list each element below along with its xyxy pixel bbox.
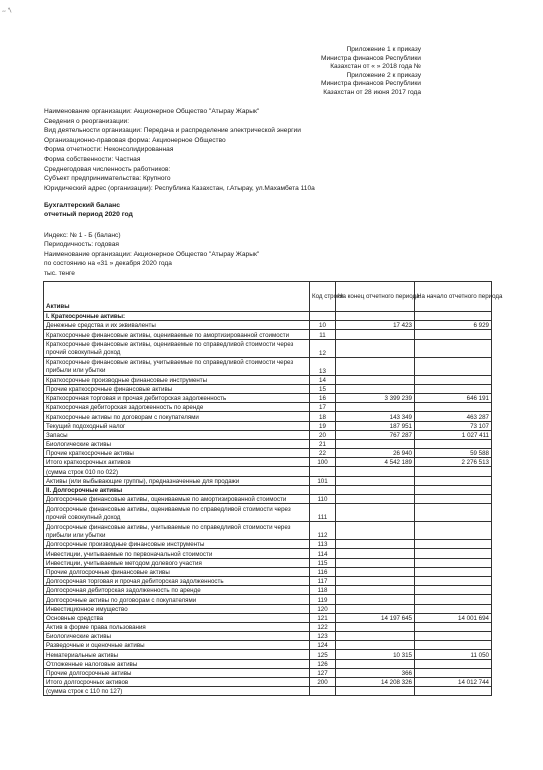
row-value-end bbox=[336, 357, 415, 375]
legal-address: Юридический адрес (организации): Республика Казахстан, г.Атырау, ул.Махамбета 110а bbox=[44, 184, 315, 192]
row-value-start bbox=[415, 357, 492, 375]
table-row bbox=[44, 558, 492, 567]
row-code: 120 bbox=[310, 604, 336, 613]
row-name: Запасы bbox=[44, 430, 310, 439]
row-value-start bbox=[415, 641, 492, 650]
row-value-end: 187 951 bbox=[336, 421, 415, 430]
row-value-end bbox=[336, 339, 415, 357]
row-code: 113 bbox=[310, 540, 336, 549]
row-value-start: 11 050 bbox=[415, 650, 492, 659]
row-value-start bbox=[415, 687, 492, 696]
legal-form: Организационно-правовая форма: Акционерное Общество bbox=[44, 136, 226, 144]
reorganization-info: Сведения о реорганизации: bbox=[44, 117, 130, 125]
document-title bbox=[44, 201, 133, 219]
table-row bbox=[44, 687, 492, 696]
row-value-end: 4 542 189 bbox=[336, 458, 415, 467]
row-code: 125 bbox=[310, 650, 336, 659]
table-row bbox=[44, 430, 492, 439]
table-row bbox=[44, 576, 492, 585]
row-value-end bbox=[336, 522, 415, 540]
table-row bbox=[44, 659, 492, 668]
row-value-start bbox=[415, 586, 492, 595]
periodicity: Периодичность: годовая bbox=[44, 241, 119, 249]
row-name: Отложенные налоговые активы bbox=[44, 659, 310, 668]
row-value-start bbox=[415, 659, 492, 668]
row-code: 19 bbox=[310, 421, 336, 430]
row-code: 12 bbox=[310, 339, 336, 357]
row-value-start bbox=[415, 632, 492, 641]
row-value-start bbox=[415, 504, 492, 522]
row-value-start: 14 012 744 bbox=[415, 678, 492, 687]
row-code: 18 bbox=[310, 412, 336, 421]
table-row bbox=[44, 393, 492, 402]
row-value-end bbox=[336, 375, 415, 384]
row-name: Долгосрочные финансовые активы, оцениваемые по справедливой стоимости через прочий совокупный доход bbox=[44, 504, 310, 522]
row-value-end bbox=[336, 485, 415, 494]
approval-line: Приложение 1 к приказу bbox=[346, 46, 421, 53]
row-value-start: 14 001 694 bbox=[415, 613, 492, 622]
row-value-end bbox=[336, 586, 415, 595]
row-code: 17 bbox=[310, 403, 336, 412]
table-row bbox=[44, 321, 492, 330]
employee-count: Среднегодовая численность работников: bbox=[44, 165, 171, 173]
row-code: 117 bbox=[310, 576, 336, 585]
business-entity: Субъект предпринимательства: Крупного bbox=[44, 175, 171, 183]
row-code: 115 bbox=[310, 558, 336, 567]
table-row bbox=[44, 467, 492, 476]
row-name: Краткосрочные финансовые активы, учитываемые по справедливой стоимости через прибыли или убытки bbox=[44, 357, 310, 375]
row-value-end bbox=[336, 595, 415, 604]
row-name: Краткосрочные финансовые активы, оцениваемые по амортизированной стоимости bbox=[44, 330, 310, 339]
table-row bbox=[44, 412, 492, 421]
table-row bbox=[44, 586, 492, 595]
row-code: 118 bbox=[310, 586, 336, 595]
row-name: Биологические активы bbox=[44, 439, 310, 448]
row-value-end bbox=[336, 549, 415, 558]
table-row bbox=[44, 375, 492, 384]
row-name: (сумма строк 010 по 022) bbox=[44, 467, 310, 476]
table-row bbox=[44, 330, 492, 339]
row-value-start bbox=[415, 375, 492, 384]
row-code: 114 bbox=[310, 549, 336, 558]
organization-info bbox=[44, 107, 315, 193]
table-row bbox=[44, 458, 492, 467]
row-value-end bbox=[336, 622, 415, 631]
row-name: Разведочные и оценочные активы bbox=[44, 641, 310, 650]
row-value-start: 73 107 bbox=[415, 421, 492, 430]
row-name: Текущий подоходный налог bbox=[44, 421, 310, 430]
row-code: 100 bbox=[310, 458, 336, 467]
row-code: 119 bbox=[310, 595, 336, 604]
table-row bbox=[44, 613, 492, 622]
row-value-start bbox=[415, 485, 492, 494]
row-value-start bbox=[415, 439, 492, 448]
table-row bbox=[44, 522, 492, 540]
title-line: Бухгалтерский баланс bbox=[44, 202, 121, 209]
table-row bbox=[44, 668, 492, 677]
row-code: 110 bbox=[310, 495, 336, 504]
table-row bbox=[44, 439, 492, 448]
row-name: Актив в форме права пользования bbox=[44, 622, 310, 631]
row-code: 14 bbox=[310, 375, 336, 384]
row-value-start: 646 191 bbox=[415, 393, 492, 402]
row-value-end bbox=[336, 567, 415, 576]
row-code: 122 bbox=[310, 622, 336, 631]
row-value-end: 767 287 bbox=[336, 430, 415, 439]
row-value-end bbox=[336, 659, 415, 668]
row-name: II. Долгосрочные активы bbox=[44, 485, 310, 494]
row-value-start: 1 027 411 bbox=[415, 430, 492, 439]
document-meta bbox=[44, 231, 259, 278]
row-value-end bbox=[336, 632, 415, 641]
row-code: 13 bbox=[310, 357, 336, 375]
header-assets: Активы bbox=[44, 282, 310, 312]
row-value-start bbox=[415, 576, 492, 585]
table-row bbox=[44, 504, 492, 522]
org-name: Наименование организации: Акционерное Общество "Атырау Жарык" bbox=[44, 108, 260, 115]
row-value-start bbox=[415, 495, 492, 504]
row-value-end: 26 940 bbox=[336, 449, 415, 458]
row-name: I. Краткосрочные активы: bbox=[44, 312, 310, 321]
row-value-end bbox=[336, 641, 415, 650]
approval-block bbox=[321, 46, 421, 98]
section-row bbox=[44, 312, 492, 321]
row-value-start: 6 929 bbox=[415, 321, 492, 330]
row-name: Краткосрочная дебиторская задолженность по аренде bbox=[44, 403, 310, 412]
row-name: Долгосрочные финансовые активы, оцениваемые по амортизированной стоимости bbox=[44, 495, 310, 504]
row-name: Инвестиции, учитываемые по первоначальной стоимости bbox=[44, 549, 310, 558]
row-value-start bbox=[415, 403, 492, 412]
row-value-end bbox=[336, 467, 415, 476]
row-name: Долгосрочная дебиторская задолженность по аренде bbox=[44, 586, 310, 595]
row-name: Долгосрочные производные финансовые инструменты bbox=[44, 540, 310, 549]
row-code: 15 bbox=[310, 384, 336, 393]
row-value-start: 59 588 bbox=[415, 449, 492, 458]
row-value-end bbox=[336, 504, 415, 522]
table-row bbox=[44, 540, 492, 549]
row-name: Долгосрочная торговая и прочая дебиторская задолженность bbox=[44, 576, 310, 585]
meta-org-name: Наименование организации: Акционерное Общество "Атырау Жарык" bbox=[44, 250, 260, 258]
row-name: Биологические активы bbox=[44, 632, 310, 641]
row-code: 10 bbox=[310, 321, 336, 330]
row-code: 16 bbox=[310, 393, 336, 402]
form-index: Индекс: № 1 - Б (баланс) bbox=[44, 232, 121, 239]
row-value-end bbox=[336, 687, 415, 696]
row-value-end: 3 399 239 bbox=[336, 393, 415, 402]
row-code: 200 bbox=[310, 678, 336, 687]
row-value-start bbox=[415, 312, 492, 321]
table-row bbox=[44, 476, 492, 485]
row-value-end bbox=[336, 495, 415, 504]
row-code: 123 bbox=[310, 632, 336, 641]
row-value-start bbox=[415, 339, 492, 357]
row-value-start bbox=[415, 330, 492, 339]
header-period-end: На конец отчетного периода bbox=[336, 282, 415, 312]
row-name: Инвестиции, учитываемые методом долевого участия bbox=[44, 558, 310, 567]
row-value-end bbox=[336, 439, 415, 448]
row-code: 116 bbox=[310, 567, 336, 576]
period-line: отчетный период 2020 год bbox=[44, 211, 133, 218]
row-name: Прочие краткосрочные финансовые активы bbox=[44, 384, 310, 393]
table-row bbox=[44, 622, 492, 631]
report-form: Форма отчетности: Неконсолидированная bbox=[44, 146, 174, 154]
currency-unit: тыс. тенге bbox=[44, 269, 75, 277]
row-value-end bbox=[336, 604, 415, 613]
row-value-end: 366 bbox=[336, 668, 415, 677]
row-value-start bbox=[415, 384, 492, 393]
approval-line: Казахстан от 28 июня 2017 года bbox=[323, 88, 421, 96]
table-row bbox=[44, 495, 492, 504]
row-code: 112 bbox=[310, 522, 336, 540]
row-value-start bbox=[415, 604, 492, 613]
row-name: Нематериальные активы bbox=[44, 650, 310, 659]
table-row bbox=[44, 403, 492, 412]
row-code: 101 bbox=[310, 476, 336, 485]
row-value-end bbox=[336, 403, 415, 412]
row-name: Итого долгосрочных активов bbox=[44, 678, 310, 687]
row-value-end: 143 349 bbox=[336, 412, 415, 421]
table-row bbox=[44, 604, 492, 613]
row-value-end bbox=[336, 384, 415, 393]
row-name: Основные средства bbox=[44, 613, 310, 622]
row-name: Итого краткосрочных активов bbox=[44, 458, 310, 467]
table-row bbox=[44, 449, 492, 458]
row-value-start bbox=[415, 595, 492, 604]
approval-line: Казахстан от « » 2018 года № bbox=[330, 63, 421, 71]
row-name: Прочие краткосрочные активы bbox=[44, 449, 310, 458]
row-value-end bbox=[336, 476, 415, 485]
row-value-end bbox=[336, 312, 415, 321]
row-name: Денежные средства и их эквиваленты bbox=[44, 321, 310, 330]
row-code: 111 bbox=[310, 504, 336, 522]
activity-type: Вид деятельности организации: Передача и распределение электрической энергии bbox=[44, 127, 301, 135]
row-name: Активы (или выбывающие группы), предназначенные для продажи bbox=[44, 476, 310, 485]
table-row bbox=[44, 549, 492, 558]
row-code: 126 bbox=[310, 659, 336, 668]
header-period-start: На начало отчетного периода bbox=[415, 282, 492, 312]
approval-line: Приложение 2 к приказу bbox=[346, 71, 421, 79]
row-code bbox=[310, 467, 336, 476]
table-row bbox=[44, 567, 492, 576]
row-code: 21 bbox=[310, 439, 336, 448]
row-value-end bbox=[336, 540, 415, 549]
row-name: Прочие долгосрочные финансовые активы bbox=[44, 567, 310, 576]
row-name: Краткосрочная торговая и прочая дебиторская задолженность bbox=[44, 393, 310, 402]
row-value-start bbox=[415, 476, 492, 485]
table-row bbox=[44, 384, 492, 393]
row-name: Инвестиционное имущество bbox=[44, 604, 310, 613]
row-name: Краткосрочные производные финансовые инструменты bbox=[44, 375, 310, 384]
ownership-form: Форма собственности: Частная bbox=[44, 155, 141, 163]
row-code: 11 bbox=[310, 330, 336, 339]
scan-mark: ~ '\ bbox=[1, 7, 12, 16]
row-value-end: 17 423 bbox=[336, 321, 415, 330]
table-row bbox=[44, 641, 492, 650]
table-header-row bbox=[44, 282, 492, 312]
balance-table bbox=[43, 281, 503, 696]
row-value-end bbox=[336, 558, 415, 567]
row-value-end: 14 197 645 bbox=[336, 613, 415, 622]
table-row bbox=[44, 632, 492, 641]
section-row bbox=[44, 485, 492, 494]
row-value-end bbox=[336, 576, 415, 585]
row-value-start bbox=[415, 567, 492, 576]
row-value-start bbox=[415, 540, 492, 549]
row-name: Долгосрочные финансовые активы, учитываемые по справедливой стоимости через прибыли или убытки bbox=[44, 522, 310, 540]
row-value-start bbox=[415, 522, 492, 540]
row-code: 121 bbox=[310, 613, 336, 622]
row-value-start bbox=[415, 558, 492, 567]
table-row bbox=[44, 650, 492, 659]
header-code: Код строки bbox=[310, 282, 336, 312]
table-row bbox=[44, 678, 492, 687]
row-code: 124 bbox=[310, 641, 336, 650]
report-date: по состоянию на «31 » декабря 2020 года bbox=[44, 260, 172, 268]
table-row bbox=[44, 595, 492, 604]
row-code bbox=[310, 687, 336, 696]
row-code bbox=[310, 312, 336, 321]
table-row bbox=[44, 357, 492, 375]
row-code bbox=[310, 485, 336, 494]
table-row bbox=[44, 339, 492, 357]
row-value-start: 2 276 513 bbox=[415, 458, 492, 467]
row-value-start bbox=[415, 467, 492, 476]
row-value-start: 463 287 bbox=[415, 412, 492, 421]
row-value-end bbox=[336, 330, 415, 339]
table-row bbox=[44, 421, 492, 430]
row-code: 20 bbox=[310, 430, 336, 439]
row-name: Прочие долгосрочные активы bbox=[44, 668, 310, 677]
row-name: Краткосрочные финансовые активы, оцениваемые по справедливой стоимости через прочий совокупный доход bbox=[44, 339, 310, 357]
row-value-start bbox=[415, 549, 492, 558]
row-name: (сумма строк с 110 по 127) bbox=[44, 687, 310, 696]
row-value-end: 10 315 bbox=[336, 650, 415, 659]
row-name: Долгосрочные активы по договорам с покупателями bbox=[44, 595, 310, 604]
approval-line: Министра финансов Республики bbox=[320, 80, 421, 88]
row-value-start bbox=[415, 668, 492, 677]
row-code: 127 bbox=[310, 668, 336, 677]
approval-line: Министра финансов Республики bbox=[320, 54, 421, 62]
row-value-start bbox=[415, 622, 492, 631]
row-name: Краткосрочные активы по договорам с покупателями bbox=[44, 412, 310, 421]
row-value-end: 14 208 326 bbox=[336, 678, 415, 687]
row-code: 22 bbox=[310, 449, 336, 458]
